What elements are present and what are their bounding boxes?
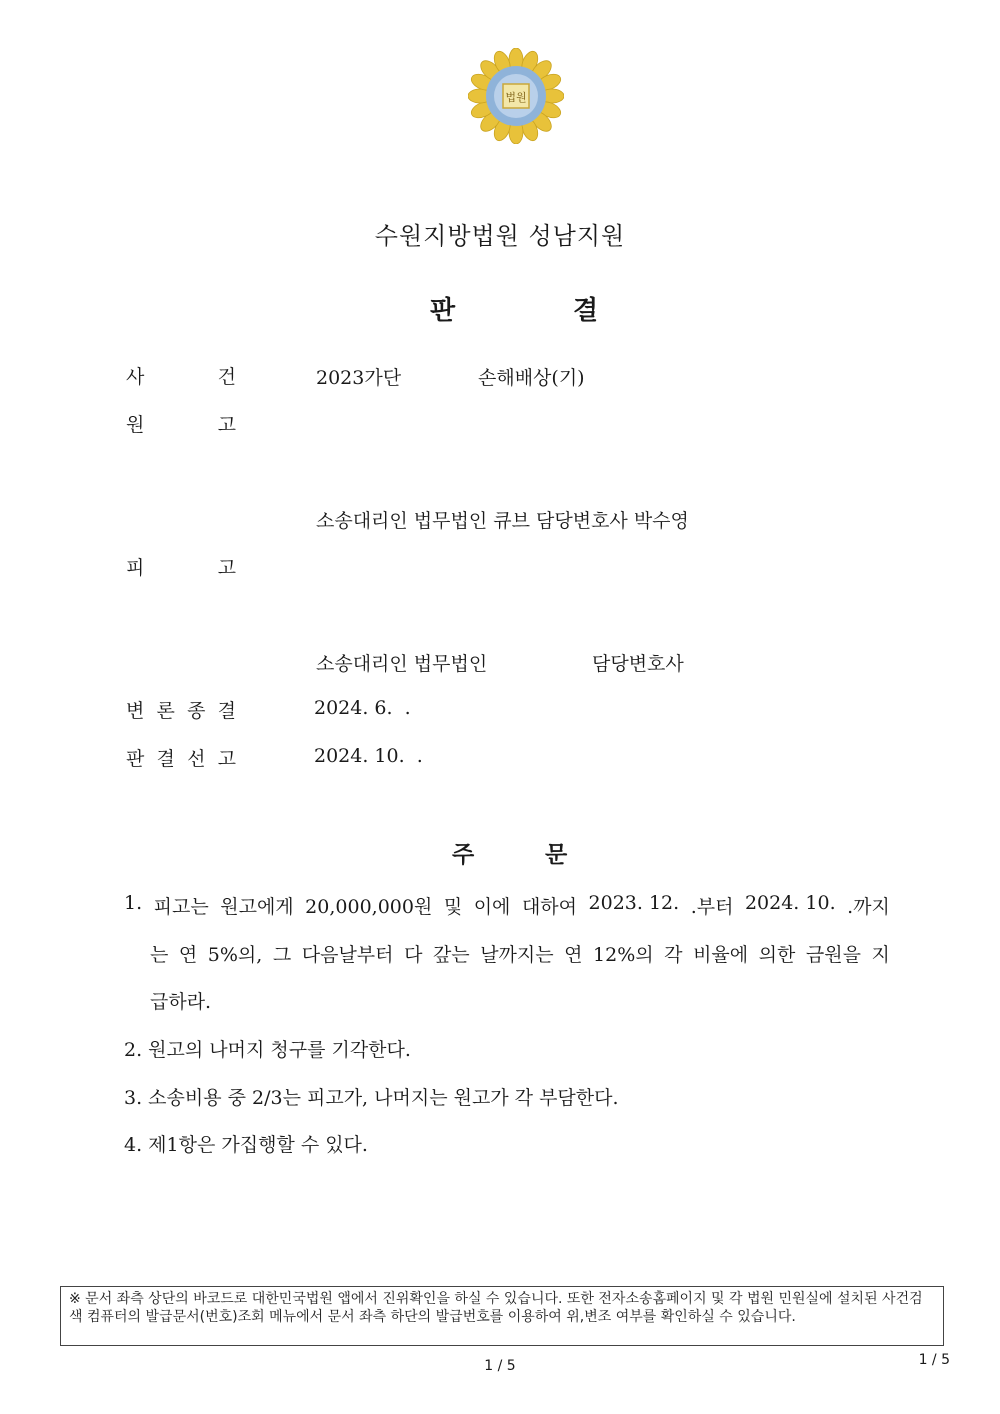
- seal-text: 법원: [505, 91, 527, 104]
- defendant-counsel-firm: 소송대리인 법무법인: [316, 653, 488, 675]
- closing-date: 2024. 6. .: [314, 697, 411, 719]
- page-number: 1 / 5: [484, 1358, 516, 1374]
- defendant-label: 피 고: [126, 557, 236, 579]
- order-2: 2. 원고의 나머지 청구를 기각한다.: [124, 1039, 411, 1061]
- order-title-right-char: 문: [545, 842, 568, 868]
- ruling-date: 2024. 10. .: [314, 745, 423, 767]
- order-1-line-3: 급하라.: [150, 991, 212, 1013]
- plaintiff-label: 원 고: [126, 414, 236, 436]
- order-1-line-2: 는 연 5%의, 그 다음날부터 다 갚는 날까지는 연 12%의 각 비율에 의한 금원을 지: [150, 944, 890, 966]
- case-type: 손해배상(기): [478, 367, 585, 389]
- order-title-left-char: 주: [452, 842, 475, 868]
- order-3: 3. 소송비용 중 2/3는 피고가, 나머지는 원고가 각 부담한다.: [124, 1087, 619, 1109]
- case-label: 사 건: [126, 366, 236, 388]
- order-1-line-1: 1. 피고는 원고에게 20,000,000원 및 이에 대하여 2023. 12. .부터 2024. 10. .까지: [124, 892, 890, 918]
- title-right-char: 결: [573, 296, 599, 326]
- court-name: 수원지방법원 성남지원: [374, 222, 626, 250]
- title-left-char: 판: [430, 296, 456, 326]
- page-number-corner: 1 / 5: [918, 1352, 950, 1368]
- ruling-label: 판 결 선 고: [126, 748, 236, 770]
- plaintiff-counsel: 소송대리인 법무법인 큐브 담당변호사 박수영: [316, 510, 689, 532]
- court-seal-icon: [468, 48, 564, 144]
- case-number: 2023가단: [316, 367, 402, 389]
- order-4: 4. 제1항은 가집행할 수 있다.: [124, 1134, 368, 1156]
- defendant-counsel-lawyer: 담당변호사: [592, 653, 684, 675]
- closing-label: 변 론 종 결: [126, 700, 236, 722]
- verification-notice: ※ 문서 좌측 상단의 바코드로 대한민국법원 앱에서 진위확인을 하실 수 있습니다. 또한 전자소송홈페이지 및 각 법원 민원실에 설치된 사건검색 컴퓨터의 발급문서(번호)조회 메뉴에서 문서 좌측 하단의 발급번호를 이용하여 위,변조 여부를 확인하실 수 있습니다.: [60, 1286, 944, 1346]
